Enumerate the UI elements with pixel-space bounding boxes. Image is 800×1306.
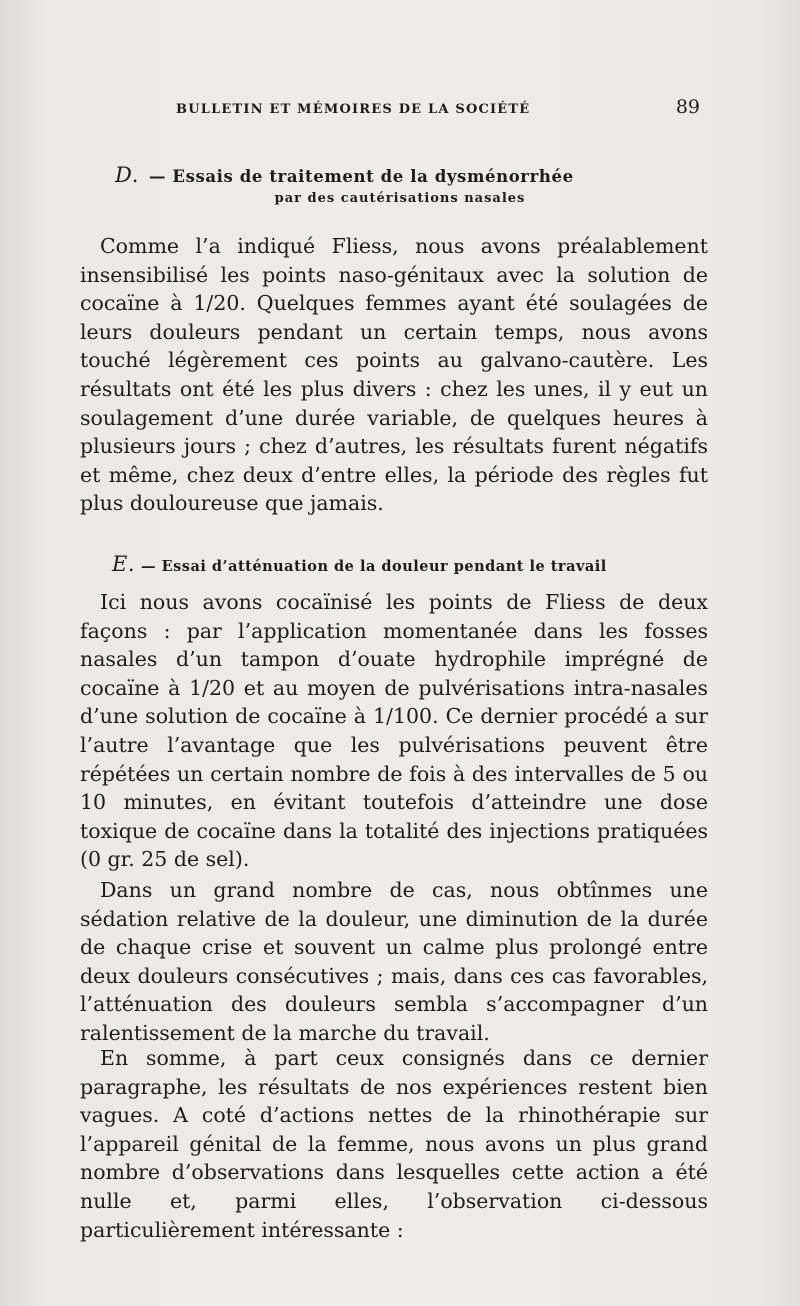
section-e-title: — Essai d’atténuation de la douleur pendant le travail [141, 558, 607, 575]
section-e-heading [112, 552, 712, 576]
paragraph-2: Ici nous avons cocaïnisé les points de Fliess de deux façons : par l’application momentanée dans les fosses nasales d’un tampon d’ouate hydrophile imprégné de cocaïne à 1/20 et au moyen de pulvérisations intra-nasales d’une solution de cocaïne à 1/100. Ce dernier procédé a sur l’autre l’avantage que les pulvérisations peuvent être répétées un certain nombre de fois à des intervalles de 5 ou 10 minutes, en évitant toutefois d’atteindre une dose toxique de cocaïne dans la totalité des injections pratiquées (0 gr. 25 de sel). [80, 590, 708, 872]
section-d-heading [115, 163, 715, 206]
paragraph-1: Comme l’a indiqué Fliess, nous avons préalablement insensibilisé les points naso-génitaux avec la solution de cocaïne à 1/20. Quelques femmes ayant été soulagées de leurs douleurs pendant un certain temps, nous avons touché légèrement ces points au galvano-cautère. Les résultats ont été les plus divers : chez les unes, il y eut un soulagement d’une durée variable, de quelques heures à plusieurs jours ; chez d’autres, les résultats furent négatifs et même, chez deux d’entre elles, la période des règles fut plus douloureuse que jamais. [80, 234, 708, 516]
section-e-letter: E. [112, 552, 136, 576]
section-d-subtitle: par des cautérisations nasales [274, 191, 526, 206]
paragraph-4: En somme, à part ceux consignés dans ce dernier paragraphe, les résultats de nos expériences restent bien vagues. A coté d’actions nettes de la rhinothérapie sur l’appareil génital de la femme, nous avons un plus grand nombre d’observations dans lesquelles cette action a été nulle et, parmi elles, l’observation ci-dessous particulièrement intéressante : [80, 1046, 708, 1242]
section-d-letter: D. [115, 163, 139, 187]
section-d-title: — Essais de traitement de la dysménorrhée [148, 167, 574, 186]
paragraph-3: Dans un grand nombre de cas, nous obtînmes une sédation relative de la douleur, une diminution de la durée de chaque crise et souvent un calme plus prolongé entre deux douleurs consécutives ; mais, dans ces cas favorables, l’atténuation des douleurs sembla s’accompagner d’un ralentissement de la marche du travail. [80, 878, 708, 1045]
running-title: BULLETIN ET MÉMOIRES DE LA SOCIÉTÉ [176, 102, 531, 117]
page-number: 89 [675, 96, 700, 118]
